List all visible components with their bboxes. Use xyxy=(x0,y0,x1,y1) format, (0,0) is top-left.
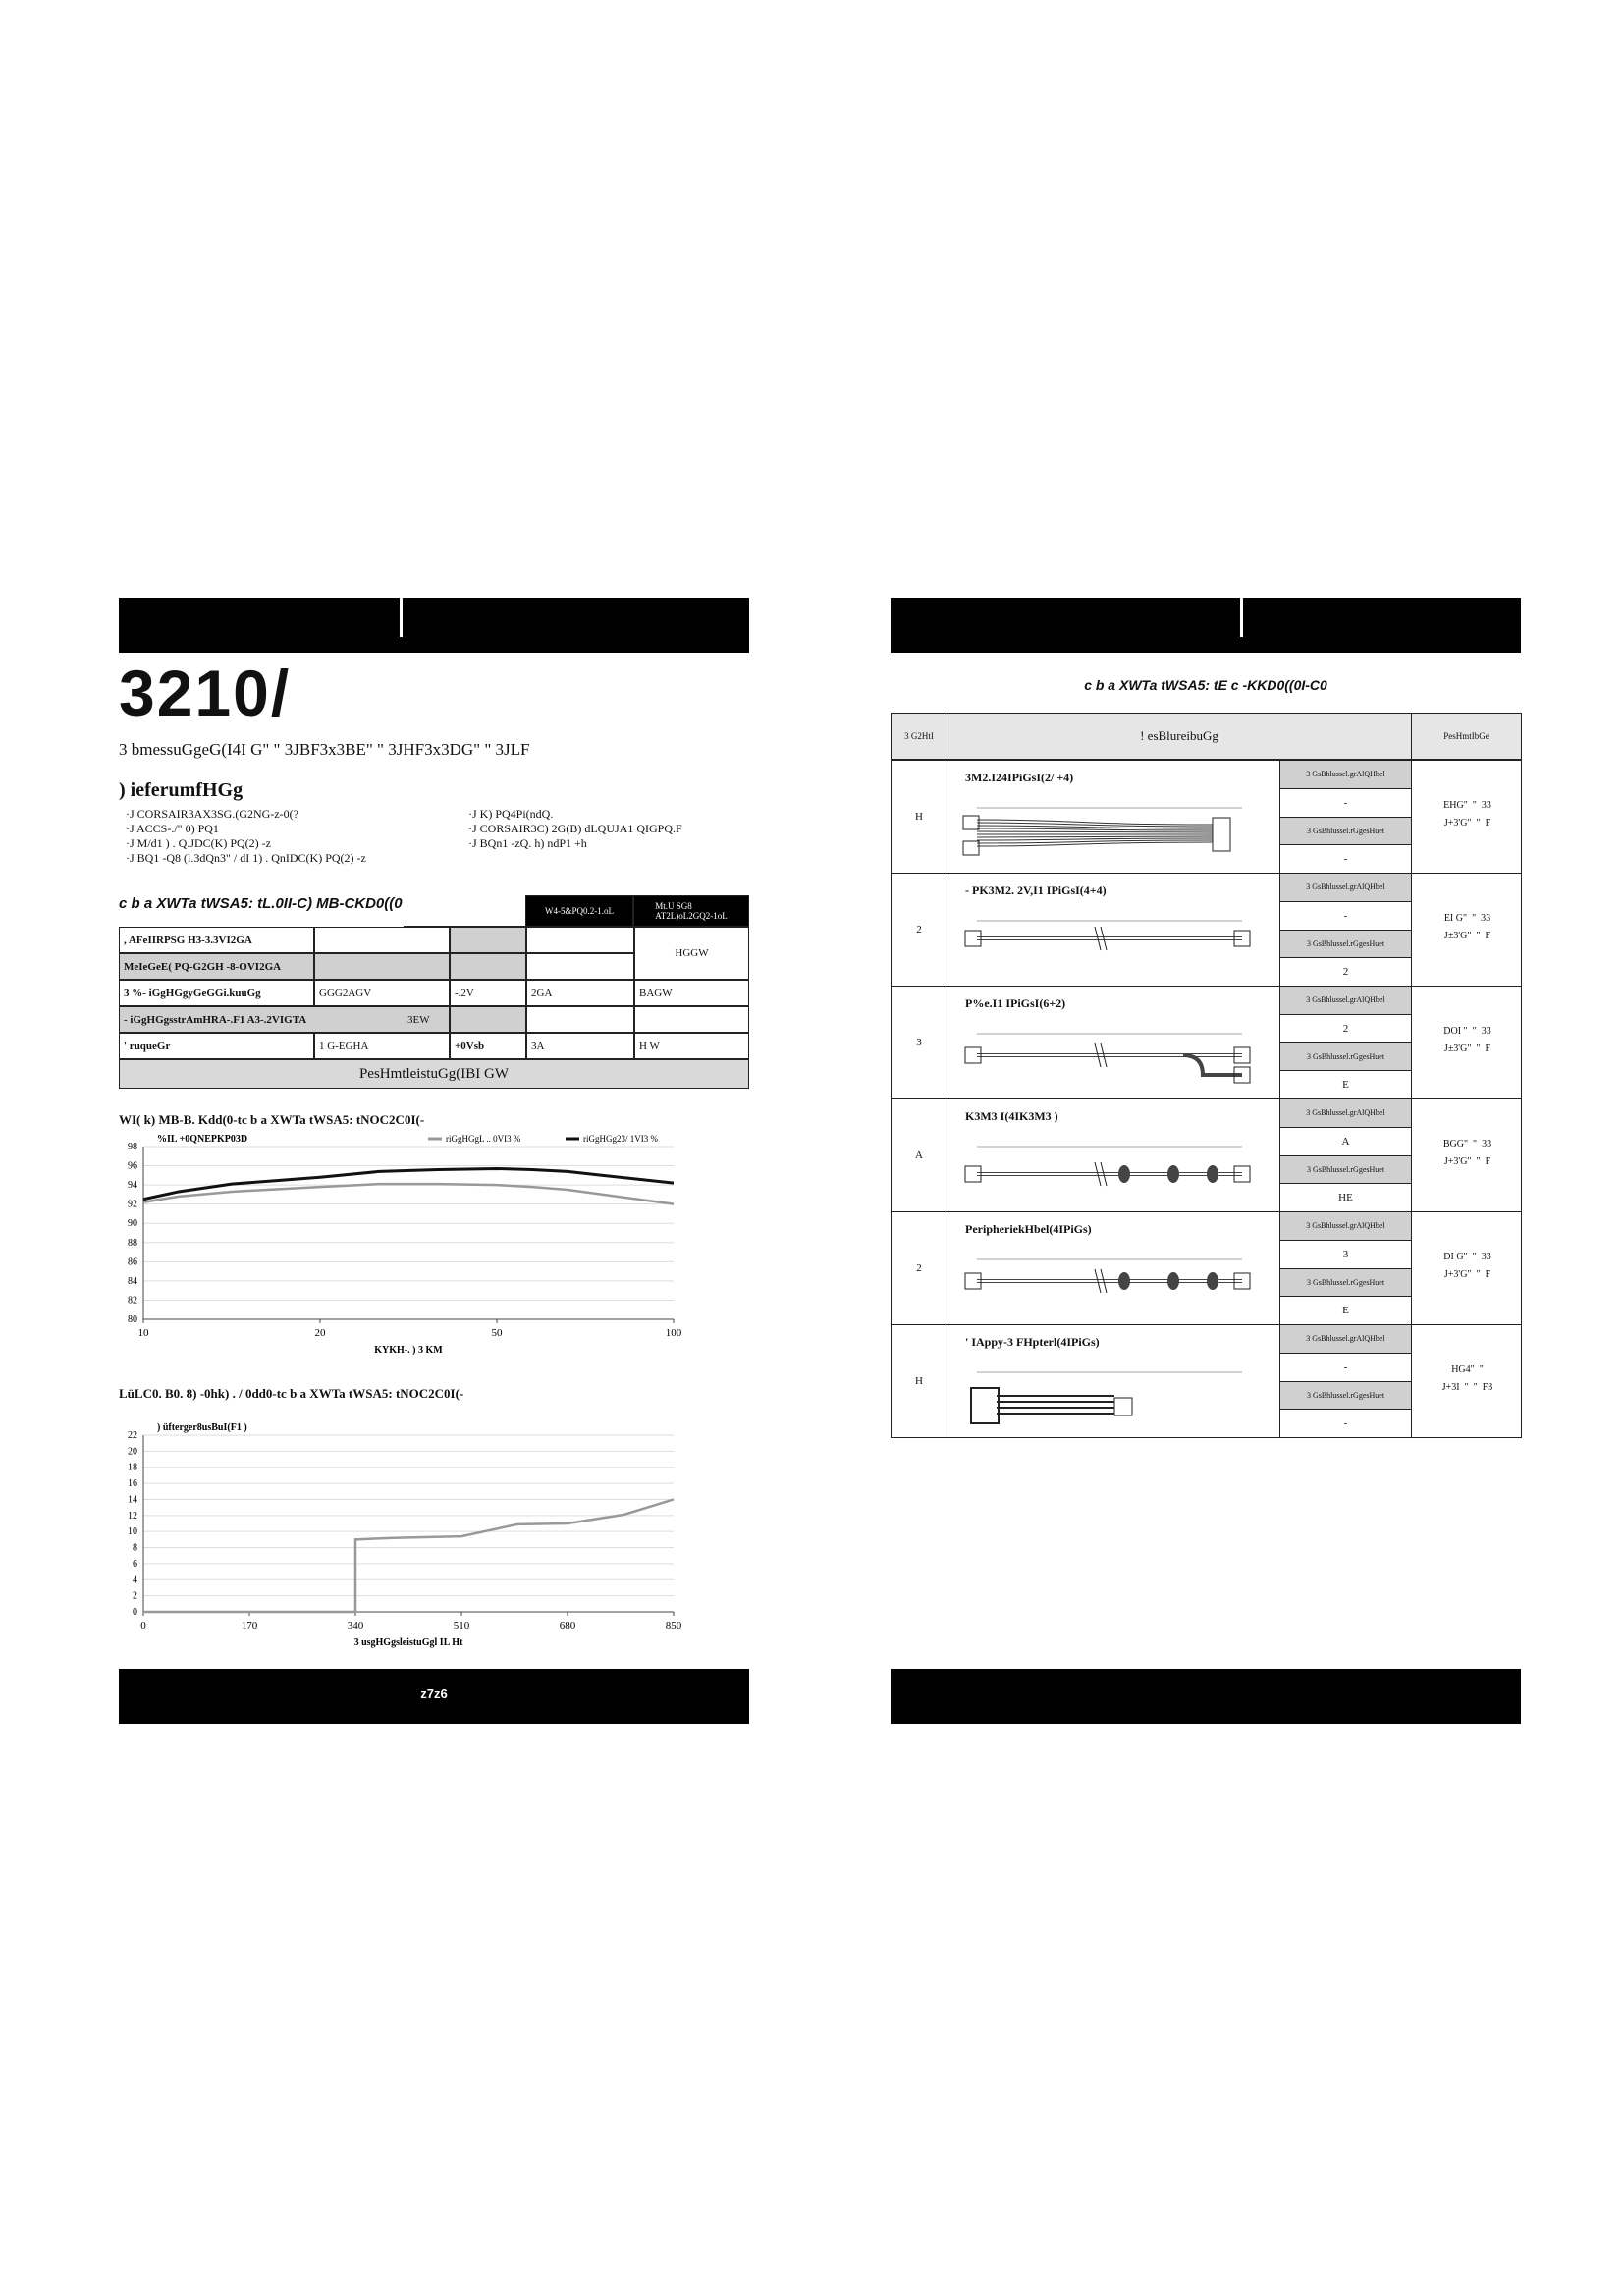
row-length xyxy=(1411,1098,1522,1212)
cable-label-sleeved: 3 GsBhlussel.grAlQHbel xyxy=(1279,1324,1412,1354)
y-tick-label: 88 xyxy=(128,1237,137,1249)
y-tick-label: 12 xyxy=(128,1510,137,1522)
y-tick-label: 14 xyxy=(128,1494,137,1506)
cable-illustration xyxy=(957,790,1262,869)
cable-illustration xyxy=(957,1129,1262,1207)
length-mm: DI G" " 33 xyxy=(1443,1252,1491,1262)
left-header-bar xyxy=(119,598,749,653)
chart1-title: WI( k) MB-B. Kdd(0-tc b a XWTa tWSA5: tNOC2C0I(- xyxy=(119,1112,425,1127)
spec-cell xyxy=(450,953,526,980)
col-header-length: PesHmtIbGe xyxy=(1411,713,1522,760)
y-tick-label: 8 xyxy=(133,1542,137,1554)
row-description xyxy=(947,1211,1280,1325)
row-quantity: A xyxy=(891,1098,947,1212)
length-inch: J+3'G" " F xyxy=(1443,1269,1491,1280)
col-header-qty: 3 G2HtI xyxy=(891,713,947,760)
spec-cell: +0Vsb xyxy=(450,1033,526,1059)
spec-cell: 2GA xyxy=(526,980,634,1006)
x-tick-label: 20 xyxy=(314,1327,326,1339)
x-axis-label: KYKH-. ) 3 KM xyxy=(374,1345,443,1356)
cable-name: P%e.I1 IPiGsI(6+2) xyxy=(965,996,1066,1010)
dimensions-line: 3 bmessuGgeG(I4I G" " 3JBF3x3BE" " 3JHF3x3DG" " 3JLF xyxy=(119,740,530,759)
list-item: ·J ACCS-./" 0) PQ1 xyxy=(126,822,219,835)
row-description xyxy=(947,1098,1280,1212)
spec-cell xyxy=(450,927,526,953)
spec-cell: 1 G-EGHA xyxy=(314,1033,450,1059)
cable-value-connectors: HE xyxy=(1279,1183,1412,1212)
row-length xyxy=(1411,873,1522,987)
row-length xyxy=(1411,1324,1522,1438)
cable-value-connectors: - xyxy=(1279,844,1412,874)
row-quantity: 2 xyxy=(891,873,947,987)
spec-cell: BAGW xyxy=(634,980,749,1006)
spec-cell xyxy=(314,953,450,980)
spec-row-label: , AFeIIRPSG H3-3.3VI2GA xyxy=(119,927,314,953)
y-tick-label: 6 xyxy=(133,1558,137,1570)
cable-label-connectors: 3 GsBhlussel.rGgesHuet xyxy=(1279,1268,1412,1298)
cable-value-sleeved: - xyxy=(1279,1353,1412,1382)
list-item: ·J CORSAIR3AX3SG.(G2NG-z-0(? xyxy=(126,807,298,821)
row-length xyxy=(1411,760,1522,874)
cable-value-sleeved: 2 xyxy=(1279,1014,1412,1043)
page-number: z7z6 xyxy=(420,1686,448,1701)
x-tick-label: 170 xyxy=(241,1620,258,1631)
efficiency-chart xyxy=(119,1129,688,1374)
connector-table-title: c b a XWTa tWSA5: tE c -KKD0((0I-C0 xyxy=(1084,677,1327,693)
y-tick-label: 80 xyxy=(128,1314,137,1325)
y-tick-label: 10 xyxy=(128,1526,137,1538)
spec-row-label: - iGgHGgsstrAmHRA-.F1 A3-.2VIGTA xyxy=(119,1006,450,1033)
length-inch: J+3'G" " F xyxy=(1443,818,1491,828)
cable-name: ' IAppy-3 FHpterl(4IPiGs) xyxy=(965,1335,1100,1349)
x-tick-label: 100 xyxy=(665,1327,682,1339)
spec-cell: GGG2AGV xyxy=(314,980,450,1006)
cable-value-connectors: - xyxy=(1279,1409,1412,1438)
list-item: ·J CORSAIR3C) 2G(B) dLQUJA1 QIGPQ.F xyxy=(468,822,682,835)
y-tick-label: 90 xyxy=(128,1218,137,1230)
row-length xyxy=(1411,986,1522,1099)
spec-cell xyxy=(526,927,634,953)
length-mm: EI G" " 33 xyxy=(1443,913,1491,924)
cable-name: 3M2.I24IPiGsI(2/ +4) xyxy=(965,771,1074,784)
spec-cell xyxy=(314,927,450,953)
length-mm: BGG" " 33 xyxy=(1442,1139,1492,1149)
cable-name: K3M3 I(4IK3M3 ) xyxy=(965,1109,1058,1123)
spec-total-power: PesHmtleistuGg(IBI GW xyxy=(119,1059,749,1089)
spec-row-label: 3 %- iGgHGgyGeGGi.kuuGg xyxy=(119,980,314,1006)
row-description xyxy=(947,760,1280,874)
row-description xyxy=(947,986,1280,1099)
list-item: ·J K) PQ4Pi(ndQ. xyxy=(468,807,554,821)
spec-cell: 3EW xyxy=(407,1013,430,1026)
y-tick-label: 86 xyxy=(128,1256,137,1268)
row-quantity: 3 xyxy=(891,986,947,1099)
cable-label-connectors: 3 GsBhlussel.rGgesHuet xyxy=(1279,1155,1412,1185)
x-tick-label: 680 xyxy=(559,1620,576,1631)
y-tick-label: 4 xyxy=(133,1575,137,1586)
cable-value-sleeved: A xyxy=(1279,1127,1412,1156)
row-quantity: 2 xyxy=(891,1211,947,1325)
spec-row-label: MeIeGeE( PQ-G2GH -8-OVI2GA xyxy=(119,953,314,980)
scope-list-left xyxy=(126,807,366,866)
cable-value-sleeved: - xyxy=(1279,901,1412,931)
cable-value-sleeved: 3 xyxy=(1279,1240,1412,1269)
y-axis-label: ) üfterger8usBuI(F1 ) xyxy=(157,1422,247,1433)
x-tick-label: 0 xyxy=(140,1620,146,1631)
cable-illustration xyxy=(957,1242,1262,1320)
spec-cell xyxy=(526,953,634,980)
right-header-bar xyxy=(891,598,1521,653)
y-tick-label: 94 xyxy=(128,1180,137,1192)
row-quantity: H xyxy=(891,760,947,874)
cable-label-sleeved: 3 GsBhlussel.grAlQHbel xyxy=(1279,760,1412,789)
cable-label-sleeved: 3 GsBhlussel.grAlQHbel xyxy=(1279,873,1412,902)
spec-table xyxy=(119,895,749,1096)
spec-merged-value: HGGW xyxy=(634,927,749,980)
spec-cell xyxy=(450,1006,526,1033)
legend-label: riGgHGg23/ 1VI3 % xyxy=(583,1134,658,1144)
spec-header-dark-2: Mt.U SG8 AT2L)oL2GQ2-1oL xyxy=(633,895,749,927)
list-item: ·J M/d1 ) . Q.JDC(K) PQ(2) -z xyxy=(126,836,271,850)
x-tick-label: 340 xyxy=(347,1620,364,1631)
spec-cell xyxy=(526,1006,634,1033)
length-inch: J±3'G" " F xyxy=(1443,931,1491,941)
scope-heading: ) ieferumfHGg xyxy=(119,779,244,801)
y-tick-label: 18 xyxy=(128,1462,137,1473)
connector-table xyxy=(891,713,1522,1437)
x-tick-label: 10 xyxy=(137,1327,149,1339)
series-line xyxy=(143,1499,674,1612)
y-tick-label: 84 xyxy=(128,1275,137,1287)
series-line xyxy=(143,1184,674,1204)
scope-list-right xyxy=(468,807,682,851)
spec-cell: 3A xyxy=(526,1033,634,1059)
cable-value-connectors: E xyxy=(1279,1296,1412,1325)
page-heading: 3210/ xyxy=(119,657,292,729)
cable-label-connectors: 3 GsBhlussel.rGgesHuet xyxy=(1279,1042,1412,1072)
y-axis-label: %IL +0QNEPKP03D xyxy=(157,1134,248,1145)
cable-value-connectors: 2 xyxy=(1279,957,1412,987)
cable-label-connectors: 3 GsBhlussel.rGgesHuet xyxy=(1279,1381,1412,1411)
x-tick-label: 850 xyxy=(665,1620,682,1631)
fan-noise-chart xyxy=(119,1404,688,1649)
legend-label: riGgHGgL .. 0VI3 % xyxy=(446,1134,521,1144)
list-item: ·J BQ1 -Q8 (l.3dQn3" / dI 1) . QnIDC(K) PQ(2) -z xyxy=(126,851,366,865)
y-tick-label: 22 xyxy=(128,1430,137,1441)
y-tick-label: 20 xyxy=(128,1446,137,1458)
length-inch: J+3'G" " F xyxy=(1443,1156,1491,1167)
length-mm: EHG" " 33 xyxy=(1443,800,1491,811)
x-axis-label: 3 usgHGgsleistuGgl IL Ht xyxy=(353,1637,463,1648)
spec-cell: H W xyxy=(634,1033,749,1059)
cable-value-connectors: E xyxy=(1279,1070,1412,1099)
cable-label-connectors: 3 GsBhlussel.rGgesHuet xyxy=(1279,930,1412,959)
y-tick-label: 98 xyxy=(128,1142,137,1152)
length-mm: DOI " " 33 xyxy=(1443,1026,1491,1037)
right-header-divider xyxy=(1240,598,1243,637)
y-tick-label: 2 xyxy=(133,1590,137,1602)
cable-illustration xyxy=(957,1355,1262,1433)
cable-label-sleeved: 3 GsBhlussel.grAlQHbel xyxy=(1279,1098,1412,1128)
y-tick-label: 96 xyxy=(128,1160,137,1172)
cable-label-connectors: 3 GsBhlussel.rGgesHuet xyxy=(1279,817,1412,846)
left-header-divider xyxy=(400,598,403,637)
cable-label-sleeved: 3 GsBhlussel.grAlQHbel xyxy=(1279,986,1412,1015)
spec-table-title: c b a XWTa tWSA5: tL.0II-C) MB-CKD0((0 xyxy=(119,895,403,912)
list-item: ·J BQn1 -zQ. h) ndP1 +h xyxy=(468,836,587,850)
cable-value-sleeved: - xyxy=(1279,788,1412,818)
left-footer-bar xyxy=(119,1669,749,1724)
spec-row-label: ' ruqueGr xyxy=(119,1033,314,1059)
x-tick-label: 50 xyxy=(491,1327,503,1339)
spec-cell: -.2V xyxy=(450,980,526,1006)
x-tick-label: 510 xyxy=(453,1620,470,1631)
row-quantity: H xyxy=(891,1324,947,1438)
cable-illustration xyxy=(957,1016,1262,1095)
spec-cell xyxy=(634,1006,749,1033)
row-description xyxy=(947,1324,1280,1438)
row-description xyxy=(947,873,1280,987)
y-tick-label: 0 xyxy=(133,1607,137,1618)
cable-name: - PK3M2. 2V,I1 IPiGsI(4+4) xyxy=(965,883,1107,897)
col-header-description: ! esBlureibuGg xyxy=(947,713,1412,760)
y-tick-label: 16 xyxy=(128,1478,137,1490)
right-footer-bar xyxy=(891,1669,1521,1724)
cable-illustration xyxy=(957,903,1262,982)
y-tick-label: 92 xyxy=(128,1199,137,1210)
cable-name: PeripheriekHbel(4IPiGs) xyxy=(965,1222,1092,1236)
length-inch: J±3'G" " F xyxy=(1443,1043,1491,1054)
chart2-title: LüLC0. B0. 8) -0hk) . / 0dd0-tc b a XWTa tWSA5: tNOC2C0I(- xyxy=(119,1386,464,1401)
row-length xyxy=(1411,1211,1522,1325)
y-tick-label: 82 xyxy=(128,1295,137,1307)
cable-label-sleeved: 3 GsBhlussel.grAlQHbel xyxy=(1279,1211,1412,1241)
length-inch: J+3I " " F3 xyxy=(1441,1382,1493,1393)
length-mm: HG4" " xyxy=(1451,1364,1484,1375)
spec-header-dark-1: W4-5&PQ0.2-1.oL xyxy=(525,895,633,927)
